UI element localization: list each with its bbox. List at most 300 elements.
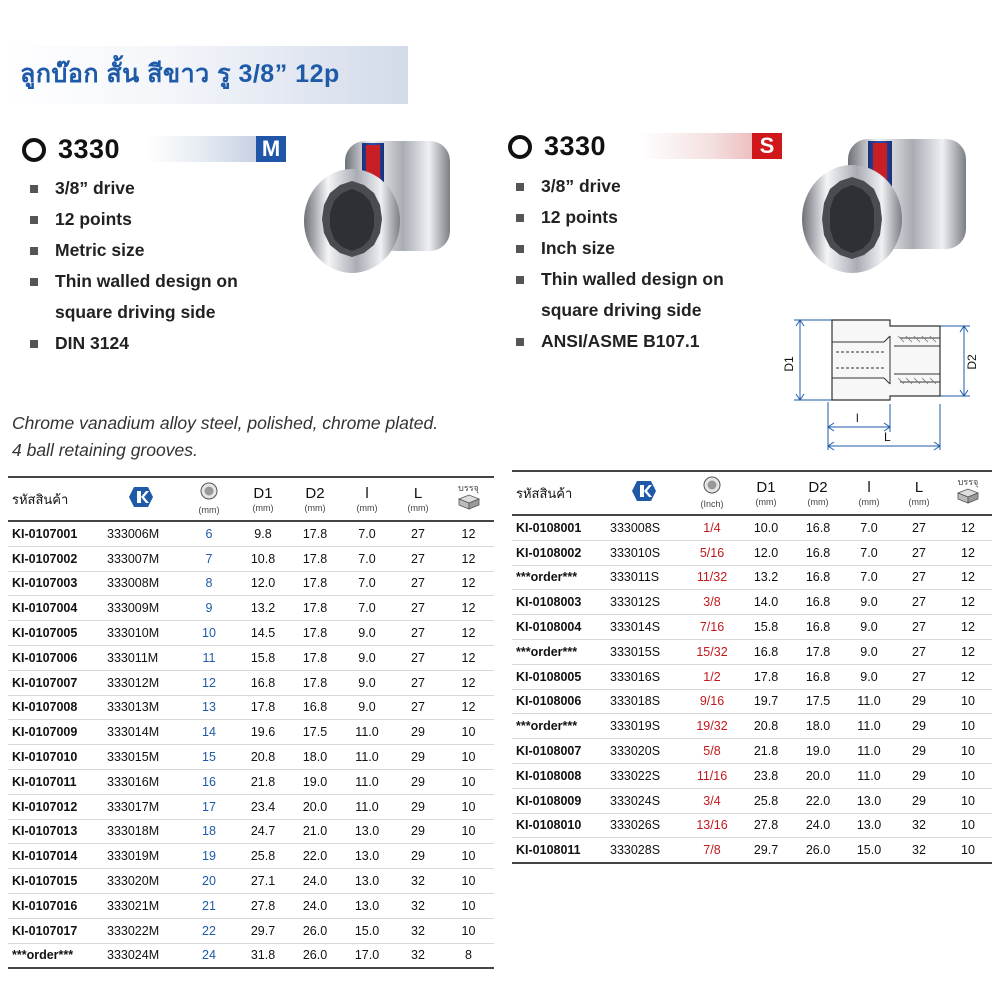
table-row [8,596,494,621]
d2-cell: 20.0 [289,794,341,819]
pack-qty-cell: 12 [443,571,494,596]
metric-feature-list [28,173,238,359]
metric-socket-image [300,133,460,283]
l-small-cell: 11.0 [341,794,393,819]
table-row [512,689,992,714]
l-small-cell: 7.0 [341,546,393,571]
table-row [8,521,494,546]
metric-badge: M [256,136,286,162]
metric-model-number: 3330 [58,134,121,164]
l-small-cell: 11.0 [844,714,894,739]
part-number-cell: 333013M [101,695,181,720]
bullet-icon [30,278,38,286]
table-row [512,714,992,739]
l-big-header: L (mm) [894,471,944,515]
pack-qty-cell: 12 [944,590,992,615]
product-code-cell: KI-0107017 [8,918,101,943]
pack-qty-cell: 10 [443,819,494,844]
d2-cell: 26.0 [289,943,341,968]
l-big-cell: 27 [393,670,443,695]
product-code-cell: ***order*** [512,565,604,590]
d1-cell: 15.8 [237,645,289,670]
pack-qty-cell: 10 [944,838,992,863]
part-number-cell: 333016M [101,769,181,794]
d2-cell: 17.8 [289,670,341,695]
pack-qty-cell: 10 [443,869,494,894]
pack-qty-cell: 10 [443,794,494,819]
product-code-cell: KI-0107001 [8,521,101,546]
size-header: (Inch) [684,471,740,515]
d2-cell: 16.8 [792,540,844,565]
d1-cell: 13.2 [237,596,289,621]
socket-size-icon [200,482,218,500]
l-big-cell: 27 [894,565,944,590]
size-cell: 18 [181,819,237,844]
pack-qty-cell: 10 [443,745,494,770]
size-cell: 1/4 [684,515,740,540]
d1-header: D1 (mm) [740,471,792,515]
table-header-row [512,471,992,515]
feature-item-continued: square driving side [541,300,702,320]
pack-qty-cell: 10 [944,763,992,788]
d1-cell: 14.5 [237,621,289,646]
twelve-point-icon [22,138,46,162]
part-number-cell: 333009M [101,596,181,621]
pack-qty-cell: 12 [443,645,494,670]
part-number-cell: 333015M [101,745,181,770]
size-cell: 15 [181,745,237,770]
pack-qty-cell: 12 [443,596,494,621]
pack-qty-cell: 12 [443,670,494,695]
bullet-icon [516,183,524,191]
product-code-cell: KI-0107005 [8,621,101,646]
l-big-label: L [884,430,891,444]
size-cell: 11 [181,645,237,670]
d2-cell: 17.8 [289,571,341,596]
brand-logo-icon [631,480,657,502]
d1-cell: 31.8 [237,943,289,968]
l-big-cell: 27 [894,515,944,540]
pack-qty-cell: 12 [443,695,494,720]
table-row [8,571,494,596]
product-code-cell: KI-0108003 [512,590,604,615]
d1-cell: 17.8 [237,695,289,720]
l-big-header: L (mm) [393,477,443,521]
l-small-cell: 7.0 [341,596,393,621]
l-big-cell: 29 [393,769,443,794]
l-small-cell: 7.0 [341,571,393,596]
l-big-cell: 32 [894,838,944,863]
bullet-icon [30,340,38,348]
d1-cell: 15.8 [740,615,792,640]
part-number-cell: 333018S [604,689,684,714]
l-big-cell: 27 [894,664,944,689]
l-small-cell: 11.0 [844,739,894,764]
product-code-cell: KI-0107009 [8,720,101,745]
table-row [8,918,494,943]
inch-feature-list [514,171,724,357]
table-row [512,540,992,565]
l-small-cell: 13.0 [341,844,393,869]
l-big-cell: 27 [393,571,443,596]
l-small-header: l (mm) [341,477,393,521]
pack-qty-cell: 12 [443,521,494,546]
table-row [8,695,494,720]
d1-cell: 19.7 [740,689,792,714]
l-big-cell: 29 [894,714,944,739]
d1-cell: 21.8 [237,769,289,794]
product-code-cell: KI-0108007 [512,739,604,764]
inch-badge: S [752,133,782,159]
d1-cell: 12.0 [237,571,289,596]
l-small-cell: 13.0 [341,893,393,918]
part-number-cell: 333007M [101,546,181,571]
bullet-icon [30,216,38,224]
size-cell: 12 [181,670,237,695]
l-big-cell: 32 [393,943,443,968]
product-code-cell: KI-0107013 [8,819,101,844]
feature-item: 3/8” drive [28,173,238,204]
part-number-cell: 333022S [604,763,684,788]
l-big-cell: 29 [393,720,443,745]
d1-cell: 19.6 [237,720,289,745]
l-small-label: l [856,411,859,425]
table-row [512,813,992,838]
product-code-cell: ***order*** [8,943,101,968]
box-icon [956,488,980,504]
size-cell: 13 [181,695,237,720]
size-cell: 22 [181,918,237,943]
d2-label: D2 [965,354,979,370]
table-row [512,565,992,590]
table-row [512,788,992,813]
table-row [8,546,494,571]
product-code-cell: KI-0107006 [8,645,101,670]
part-number-cell: 333020S [604,739,684,764]
part-number-cell: 333006M [101,521,181,546]
part-number-cell: 333012M [101,670,181,695]
l-big-cell: 32 [393,869,443,894]
size-cell: 21 [181,893,237,918]
product-code-cell: KI-0107008 [8,695,101,720]
l-big-cell: 29 [894,739,944,764]
part-number-cell: 333012S [604,590,684,615]
l-small-cell: 15.0 [844,838,894,863]
product-code-cell: KI-0107016 [8,893,101,918]
bullet-icon [30,247,38,255]
l-small-cell: 9.0 [341,695,393,720]
l-small-cell: 7.0 [844,515,894,540]
d2-cell: 16.8 [792,565,844,590]
pack-qty-cell: 10 [443,844,494,869]
part-number-cell: 333011M [101,645,181,670]
size-cell: 8 [181,571,237,596]
size-header: (mm) [181,477,237,521]
part-number-cell: 333010M [101,621,181,646]
table-row [512,739,992,764]
twelve-point-icon [508,135,532,159]
d2-cell: 24.0 [289,893,341,918]
d1-cell: 24.7 [237,819,289,844]
l-big-cell: 27 [393,645,443,670]
l-big-cell: 32 [393,893,443,918]
d1-header: D1 (mm) [237,477,289,521]
inch-model-number: 3330 [544,131,607,161]
size-cell: 19 [181,844,237,869]
table-row [8,893,494,918]
part-number-cell: 333019S [604,714,684,739]
table-header-row [8,477,494,521]
product-code-cell: ***order*** [512,639,604,664]
part-number-cell: 333008M [101,571,181,596]
d2-cell: 16.8 [289,695,341,720]
product-code-cell: KI-0107002 [8,546,101,571]
feature-item: Thin walled design on [28,266,238,297]
table-row [8,621,494,646]
part-number-cell: 333014M [101,720,181,745]
code-header: รหัสสินค้า [512,471,604,515]
table-row [8,943,494,968]
d2-cell: 17.8 [289,645,341,670]
size-cell: 15/32 [684,639,740,664]
product-code-cell: KI-0108001 [512,515,604,540]
pack-qty-cell: 10 [443,720,494,745]
size-cell: 5/8 [684,739,740,764]
l-big-cell: 27 [393,621,443,646]
size-cell: 19/32 [684,714,740,739]
d1-cell: 27.8 [237,893,289,918]
metric-spec-table [8,476,494,969]
l-small-cell: 7.0 [844,540,894,565]
d1-cell: 10.0 [740,515,792,540]
l-big-cell: 27 [894,590,944,615]
product-code-cell: KI-0107007 [8,670,101,695]
d1-cell: 16.8 [237,670,289,695]
l-big-cell: 27 [894,615,944,640]
bullet-icon [516,245,524,253]
size-cell: 6 [181,521,237,546]
l-small-header: l (mm) [844,471,894,515]
l-big-cell: 27 [393,695,443,720]
l-small-cell: 13.0 [341,869,393,894]
d1-cell: 29.7 [740,838,792,863]
product-code-cell: KI-0107014 [8,844,101,869]
d2-cell: 18.0 [792,714,844,739]
bullet-icon [30,185,38,193]
l-small-cell: 17.0 [341,943,393,968]
table-row [8,769,494,794]
pack-qty-cell: 10 [443,769,494,794]
part-number-cell: 333011S [604,565,684,590]
d1-cell: 23.8 [740,763,792,788]
pack-qty-cell: 10 [944,788,992,813]
d2-cell: 16.8 [792,590,844,615]
metric-table-body [8,521,494,968]
d2-cell: 17.8 [289,621,341,646]
pack-qty-cell: 10 [944,739,992,764]
d1-cell: 25.8 [740,788,792,813]
d1-cell: 17.8 [740,664,792,689]
brand-logo-header [604,471,684,515]
part-number-cell: 333026S [604,813,684,838]
part-number-cell: 333014S [604,615,684,640]
part-number-cell: 333008S [604,515,684,540]
part-number-cell: 333016S [604,664,684,689]
d2-cell: 17.8 [289,596,341,621]
pack-header: บรรจุ [944,471,992,515]
metric-product-heading [22,134,120,165]
pack-qty-cell: 10 [944,813,992,838]
d1-label: D1 [782,356,796,372]
d2-cell: 22.0 [792,788,844,813]
d1-cell: 12.0 [740,540,792,565]
table-row [512,838,992,863]
product-code-cell: KI-0107011 [8,769,101,794]
size-cell: 7/8 [684,838,740,863]
pack-qty-cell: 10 [944,689,992,714]
table-row [512,639,992,664]
pack-qty-cell: 8 [443,943,494,968]
d2-cell: 18.0 [289,745,341,770]
size-cell: 5/16 [684,540,740,565]
d2-cell: 22.0 [289,844,341,869]
d1-cell: 29.7 [237,918,289,943]
l-small-cell: 13.0 [844,813,894,838]
product-code-cell: KI-0107010 [8,745,101,770]
product-code-cell: KI-0107004 [8,596,101,621]
inch-socket-image [798,133,978,283]
part-number-cell: 333020M [101,869,181,894]
pack-qty-cell: 10 [443,918,494,943]
product-code-cell: ***order*** [512,714,604,739]
l-small-cell: 9.0 [844,639,894,664]
d2-cell: 26.0 [289,918,341,943]
d2-cell: 19.0 [792,739,844,764]
part-number-cell: 333010S [604,540,684,565]
size-cell: 9 [181,596,237,621]
feature-item: 3/8” drive [514,171,724,202]
inch-table-body [512,515,992,863]
table-row [512,590,992,615]
d1-cell: 25.8 [237,844,289,869]
table-row [512,763,992,788]
inch-spec-table [512,470,992,864]
d2-cell: 17.8 [792,639,844,664]
d2-cell: 17.8 [289,521,341,546]
product-code-cell: KI-0107003 [8,571,101,596]
l-small-cell: 9.0 [844,615,894,640]
table-row [8,720,494,745]
l-small-cell: 11.0 [341,745,393,770]
l-big-cell: 29 [393,745,443,770]
pack-qty-cell: 12 [944,565,992,590]
size-cell: 11/16 [684,763,740,788]
size-cell: 7 [181,546,237,571]
part-number-cell: 333015S [604,639,684,664]
material-note: Chrome vanadium alloy steel, polished, chrome plated. 4 ball retaining grooves. [12,413,439,460]
part-number-cell: 333024M [101,943,181,968]
d2-header: D2 (mm) [289,477,341,521]
size-cell: 3/4 [684,788,740,813]
l-small-cell: 9.0 [341,645,393,670]
l-big-cell: 32 [393,918,443,943]
product-code-cell: KI-0108009 [512,788,604,813]
product-code-cell: KI-0108011 [512,838,604,863]
d2-cell: 24.0 [792,813,844,838]
l-big-cell: 29 [393,844,443,869]
l-small-cell: 9.0 [844,590,894,615]
size-cell: 3/8 [684,590,740,615]
pack-header: บรรจุ [443,477,494,521]
feature-item: 12 points [28,204,238,235]
feature-item: Metric size [28,235,238,266]
d2-cell: 17.8 [289,546,341,571]
table-row [8,745,494,770]
l-small-cell: 7.0 [341,521,393,546]
d1-cell: 27.1 [237,869,289,894]
feature-item: Inch size [514,233,724,264]
l-small-cell: 11.0 [341,720,393,745]
d2-cell: 16.8 [792,515,844,540]
pack-qty-cell: 12 [443,621,494,646]
l-big-cell: 29 [894,788,944,813]
pack-qty-cell: 10 [443,893,494,918]
bullet-icon [516,214,524,222]
bullet-icon [516,276,524,284]
part-number-cell: 333022M [101,918,181,943]
part-number-cell: 333024S [604,788,684,813]
l-big-cell: 27 [894,540,944,565]
box-icon [457,494,481,510]
d2-cell: 19.0 [289,769,341,794]
d1-cell: 20.8 [237,745,289,770]
d1-cell: 10.8 [237,546,289,571]
size-cell: 13/16 [684,813,740,838]
l-big-cell: 27 [393,521,443,546]
part-number-cell: 333017M [101,794,181,819]
d2-cell: 26.0 [792,838,844,863]
l-small-cell: 9.0 [341,621,393,646]
size-cell: 17 [181,794,237,819]
part-number-cell: 333019M [101,844,181,869]
pack-qty-cell: 12 [944,615,992,640]
dimension-diagram [780,312,985,462]
l-big-cell: 29 [894,763,944,788]
pack-qty-cell: 12 [944,540,992,565]
product-code-cell: KI-0108004 [512,615,604,640]
l-small-cell: 11.0 [844,763,894,788]
d2-cell: 16.8 [792,664,844,689]
d2-cell: 17.5 [792,689,844,714]
d2-cell: 21.0 [289,819,341,844]
d1-cell: 27.8 [740,813,792,838]
l-small-cell: 15.0 [341,918,393,943]
d1-cell: 13.2 [740,565,792,590]
product-code-cell: KI-0108002 [512,540,604,565]
inch-product-heading [508,131,606,162]
d2-cell: 17.5 [289,720,341,745]
d2-cell: 24.0 [289,869,341,894]
d2-cell: 16.8 [792,615,844,640]
d1-cell: 20.8 [740,714,792,739]
l-big-cell: 29 [393,794,443,819]
table-row [512,615,992,640]
table-row [8,844,494,869]
size-cell: 7/16 [684,615,740,640]
product-code-cell: KI-0108010 [512,813,604,838]
table-row [8,819,494,844]
d2-header: D2 (mm) [792,471,844,515]
